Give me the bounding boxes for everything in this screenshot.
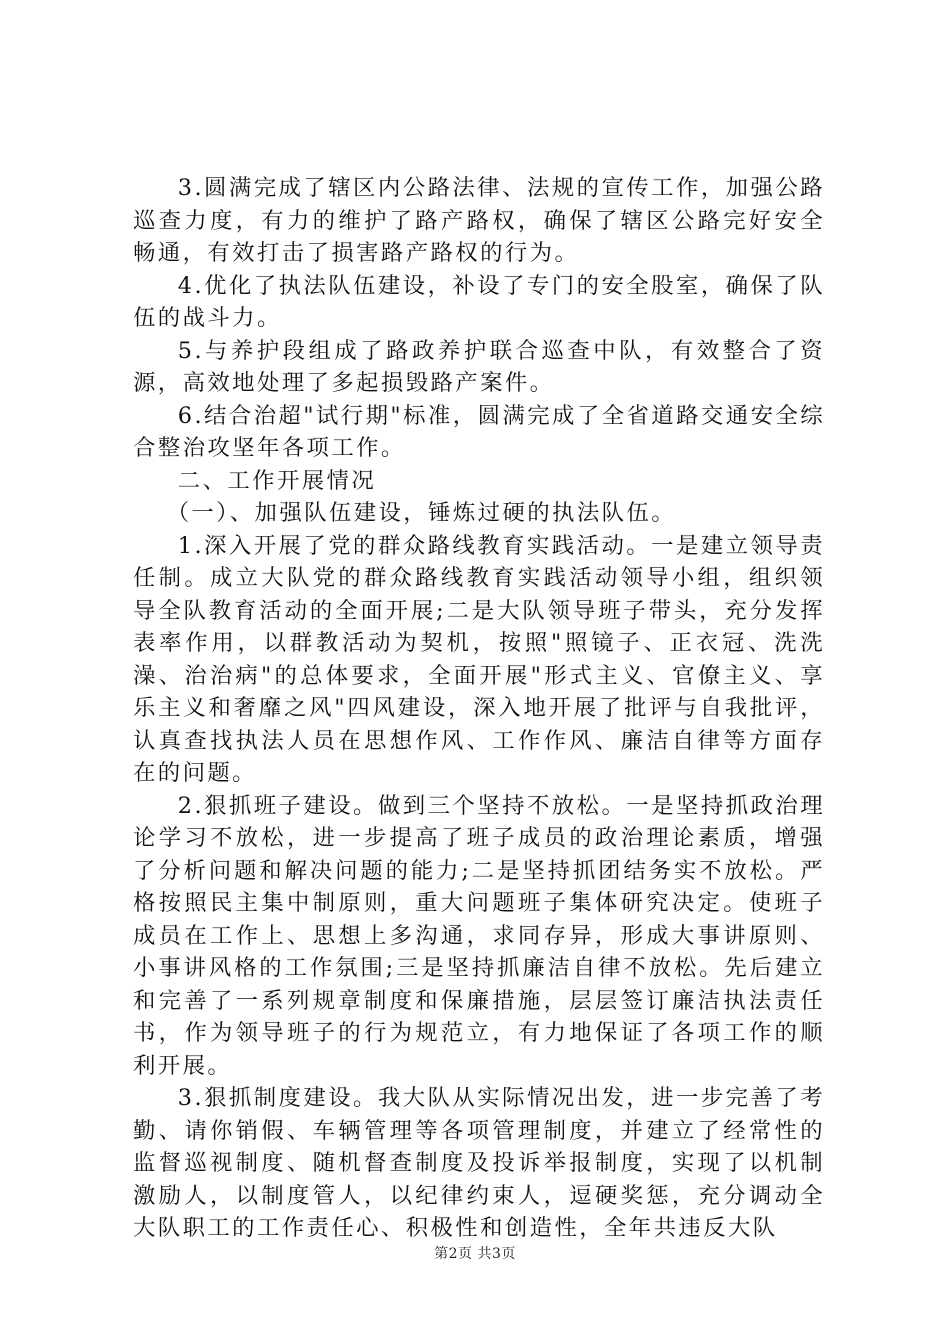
paragraph-rules: 3.狠抓制度建设。我大队从实际情况出发，进一步完善了考勤、请你销假、车辆管理等各项管理制度，并建立了经常性的监督巡视制度、随机督查制度及投诉举报制度，实现了以机制激励人，以制度管人，以纪律约束人，逗硬奖惩，充分调动全大队职工的工作责任心、积极性和创造性，全年共违反大队 <box>133 1085 825 1241</box>
paragraph-item-6: 6.结合治超"试行期"标准，圆满完成了全省道路交通安全综合整治攻坚年各项工作。 <box>133 402 825 461</box>
paragraph-item-3: 3.圆满完成了辖区内公路法律、法规的宣传工作，加强公路巡查力度，有力的维护了路产路权，确保了辖区公路完好安全畅通，有效打击了损害路产路权的行为。 <box>133 175 825 266</box>
document-body <box>133 172 825 1245</box>
subsection-heading-team: （一）、加强队伍建设，锤炼过硬的执法队伍。 <box>166 500 676 526</box>
paragraph-leadership: 2.狠抓班子建设。做到三个坚持不放松。一是坚持抓政治理论学习不放松，进一步提高了班子成员的政治理论素质，增强了分析问题和解决问题的能力;二是坚持抓团结务实不放松。严格按照民主集中制原则，重大问题班子集体研究决定。使班子成员在工作上、思想上多沟通，求同存异，形成大事讲原则、小事讲风格的工作氛围;三是坚持抓廉洁自律不放松。先后建立和完善了一系列规章制度和保廉措施，层层签订廉洁执法责任书，作为领导班子的行为规范立，有力地保证了各项工作的顺利开展。 <box>133 792 825 1079</box>
page-footer: 第2页 共3页 <box>434 1246 516 1262</box>
section-heading-work: 二、工作开展情况 <box>177 467 377 494</box>
paragraph-item-5: 5.与养护段组成了路政养护联合巡查中队，有效整合了资源，高效地处理了多起损毁路产案件。 <box>133 337 825 396</box>
paragraph-mass-line: 1.深入开展了党的群众路线教育实践活动。一是建立领导责任制。成立大队党的群众路线教育实践活动领导小组，组织领导全队教育活动的全面开展;二是大队领导班子带头，充分发挥表率作用，以群教活动为契机，按照"照镜子、正衣冠、洗洗澡、治治病"的总体要求，全面开展"形式主义、官僚主义、享乐主义和奢靡之风"四风建设，深入地开展了批评与自我批评，认真查找执法人员在思想作风、工作作风、廉洁自律等方面存在的问题。 <box>133 532 825 786</box>
paragraph-item-4: 4.优化了执法队伍建设，补设了专门的安全股室，确保了队伍的战斗力。 <box>133 272 825 331</box>
